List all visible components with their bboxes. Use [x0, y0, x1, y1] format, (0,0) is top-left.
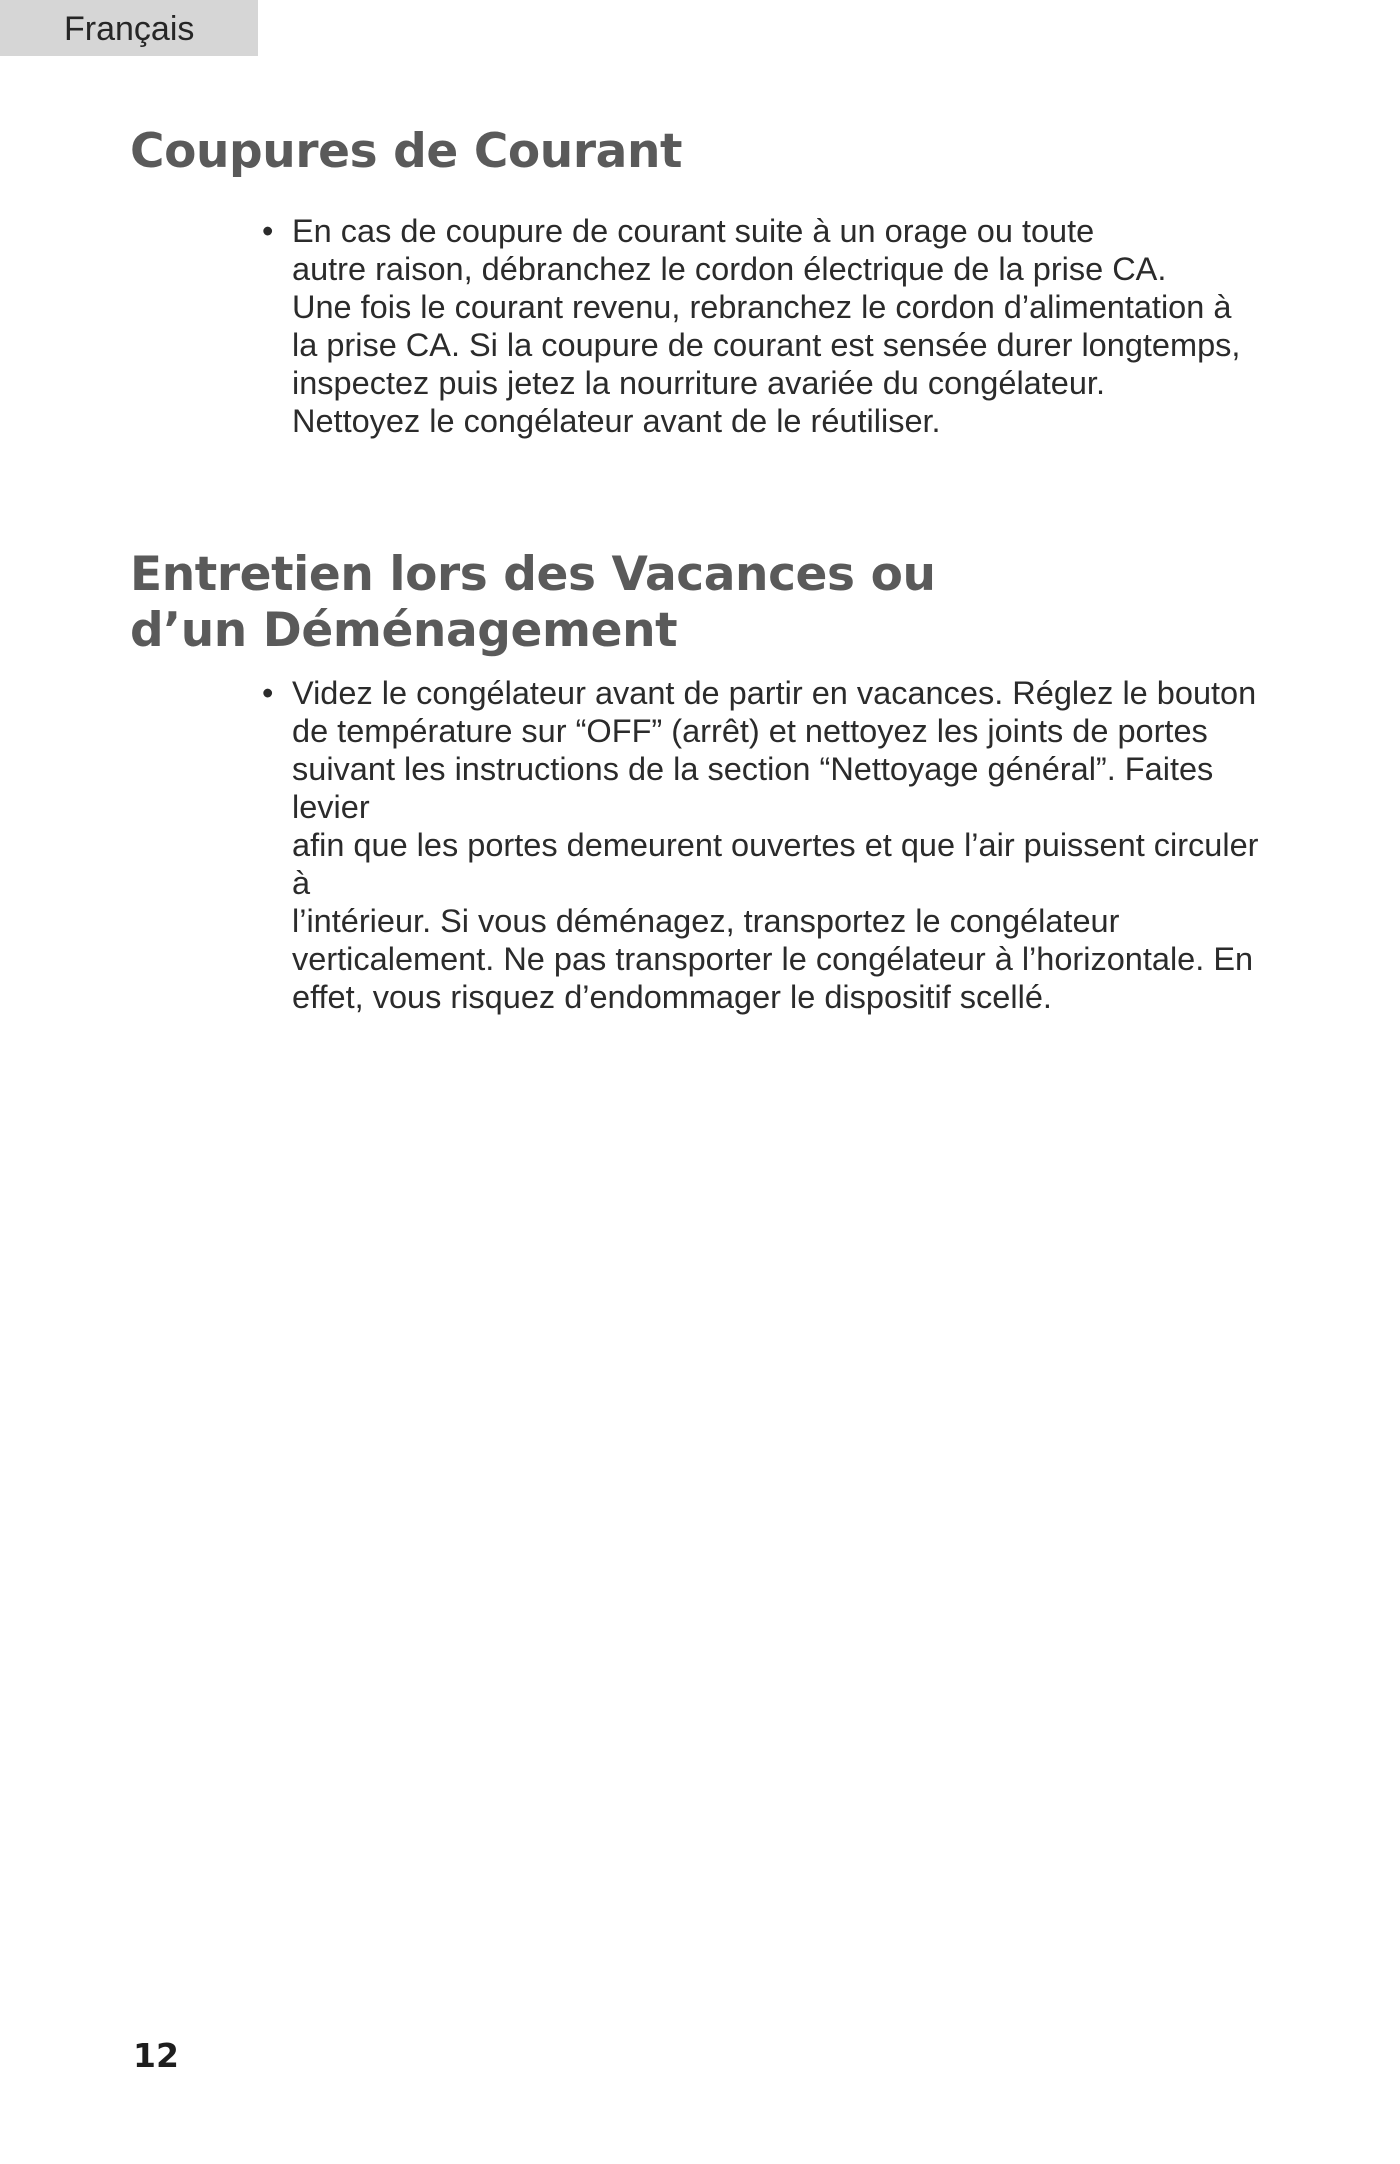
bullet-icon: • — [262, 675, 274, 711]
bullet-item-vacation-moving — [262, 674, 1282, 1016]
language-tab: Français — [0, 0, 258, 56]
bullet-text: En cas de coupure de courant suite à un orage ou toute autre raison, débranchez le cordon électrique de la prise CA. Une fois le courant revenu, rebranchez le cordon d’alimentation à la prise CA. Si la coupure de courant est sensée durer longtemps, inspectez puis jetez la nourriture avariée du congélateur. Nettoyez le congélateur avant de le réutiliser. — [292, 213, 1241, 439]
section-title-line: Coupures de Courant — [130, 124, 683, 179]
section-title-vacation-moving — [130, 547, 936, 659]
section-title-line: d’un Déménagement — [130, 603, 678, 658]
bullet-icon: • — [262, 213, 274, 249]
page-number: 12 — [133, 2036, 179, 2075]
section-title-power-outages — [130, 124, 682, 180]
bullet-text: Videz le congélateur avant de partir en vacances. Réglez le bouton de température sur “OFF” (arrêt) et nettoyez les joints de portes suivant les instructions de la section “Nettoyage général”. Faites levier afin que les portes demeurent ouvertes et que l’air puissent circuler à l’intérieur. Si vous déménagez, transportez le congélateur verticalement. Ne pas transporter le congélateur à l’horizontale. En effet, vous risquez d’endommager le dispositif scellé. — [292, 675, 1259, 1015]
section-title-line: Entretien lors des Vacances ou — [130, 547, 936, 602]
bullet-item-power-outages — [262, 212, 1282, 440]
